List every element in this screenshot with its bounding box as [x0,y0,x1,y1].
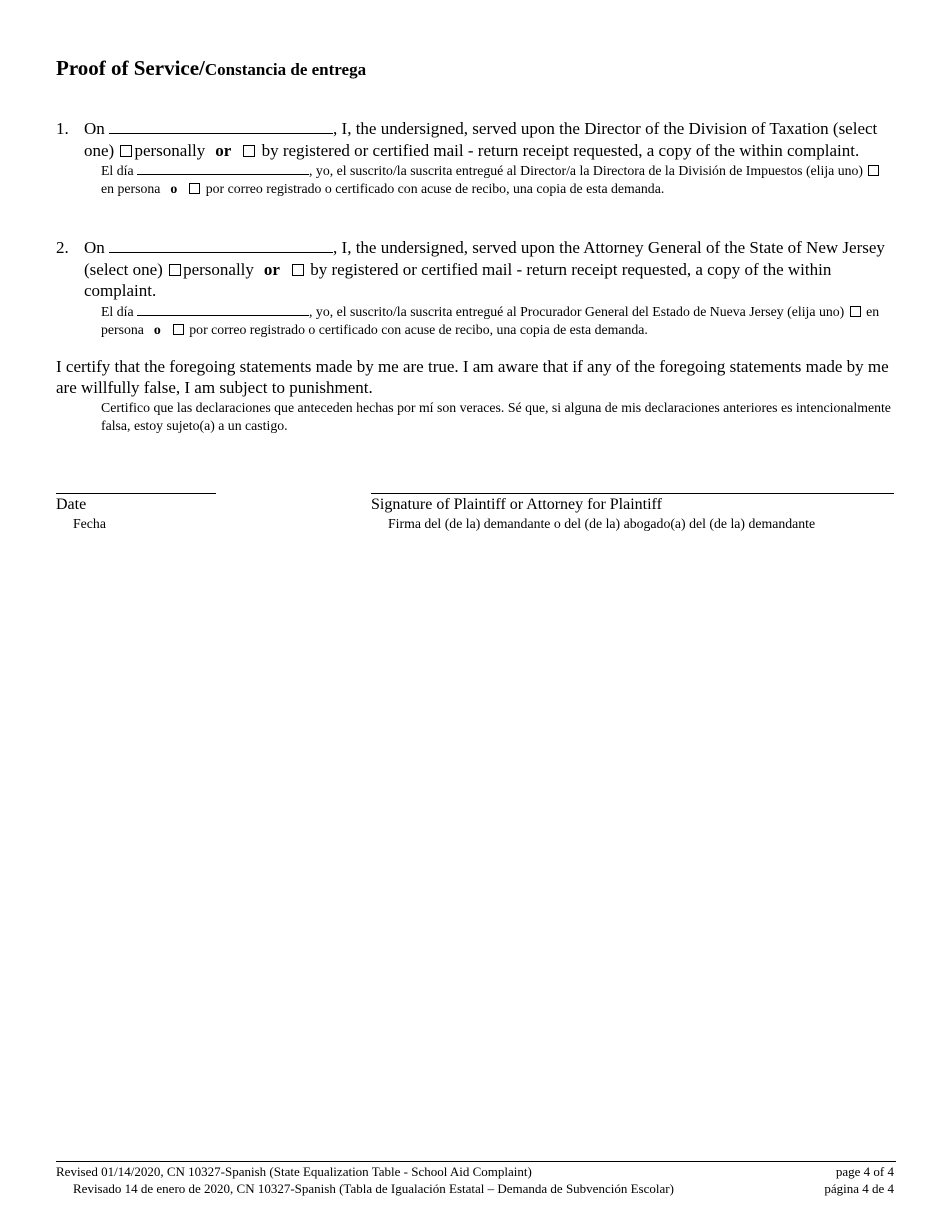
date-label: Date [56,496,87,513]
en-persona-label: en persona [101,181,161,196]
service-date-field[interactable] [109,238,333,253]
mail-checkbox[interactable] [243,145,255,157]
footer-page-spanish: página 4 de 4 [824,1181,894,1196]
page-title [56,56,366,81]
service-date-field[interactable] [109,119,333,134]
signature-label: Signature of Plaintiff or Attorney for Plaintiff [371,496,662,513]
o-label: o [153,321,161,337]
personally-checkbox[interactable] [120,145,132,157]
por-correo-checkbox[interactable] [173,324,184,335]
service-item-2 [56,237,892,339]
on-label: On [84,238,105,257]
en-persona-label: en persona [101,303,880,337]
firma-label: Firma del (de la) demandante o del (de la) abogado(a) del (de la) demandante [388,516,816,531]
footer-revised-english: Revised 01/14/2020, CN 10327-Spanish (State Equalization Table - School Aid Complaint) [56,1164,532,1179]
footer-page-english: page 4 of 4 [835,1164,894,1179]
dia-label: El día [101,303,134,319]
served-attorney-general-text: , I, the undersigned, served upon the Attorney General of the State of New Jersey (select one) [84,238,885,279]
footer-revised-spanish: Revisado 14 de enero de 2020, CN 10327-Spanish (Tabla de Igualación Estatal – Demanda de Subvención Escolar) [73,1181,674,1196]
footer-divider [56,1161,896,1162]
item-english-text [84,237,892,302]
entregue-director-text: , yo, el suscrito/la suscrita entregué al Director/a la Directora de la División de Impuestos (elija uno) [309,163,864,178]
por-correo-label: por correo registrado o certificado con acuse de recibo, una copia de esta demanda. [205,181,665,196]
item-spanish-text [101,162,892,198]
personally-label: personally [134,140,206,160]
certification-english: I certify that the foregoing statements made by me are true. I am aware that if any of the foregoing statements made by me are willfully false, I am subject to punishment. [56,357,889,397]
item-english-text [84,118,892,161]
mail-checkbox[interactable] [292,264,304,276]
personally-checkbox[interactable] [169,264,181,276]
or-label: or [263,259,280,279]
fecha-entrega-field[interactable] [137,163,309,175]
item-spanish-text [101,303,892,339]
fecha-label: Fecha [73,516,106,531]
mail-label: by registered or certified mail - return receipt requested, a copy of the within complaint. [84,259,832,300]
service-item-1 [56,118,892,198]
dia-label: El día [101,163,134,178]
entregue-procurador-text: , yo, el suscrito/la suscrita entregué al Procurador General del Estado de Nueva Jersey (elija uno) [309,303,845,319]
title-english: Proof of Service/ [56,56,205,80]
title-spanish: Constancia de entrega [204,60,367,79]
fecha-entrega-field[interactable] [137,304,309,316]
en-persona-checkbox[interactable] [868,165,879,176]
on-label: On [84,119,105,138]
date-signature-line[interactable] [56,493,216,494]
item-number: 1. [56,119,69,138]
certification-spanish: Certifico que las declaraciones que anteceden hechas por mí son veraces. Sé que, si alguna de mis declaraciones anteriores es intencionalmente falsa, estoy sujeto(a) a un castigo. [101,400,891,433]
served-director-text: , I, the undersigned, served upon the Director of the Division of Taxation (select one) [84,119,878,160]
item-number: 2. [56,238,69,257]
mail-label: by registered or certified mail - return receipt requested, a copy of the within complaint. [261,140,860,160]
personally-label: personally [183,259,254,279]
or-label: or [215,140,232,160]
en-persona-checkbox[interactable] [850,306,861,317]
por-correo-checkbox[interactable] [189,183,200,194]
certification-block [56,356,892,435]
signature-line[interactable] [371,493,894,494]
por-correo-label: por correo registrado o certificado con acuse de recibo, una copia de esta demanda. [189,321,648,337]
o-label: o [170,181,178,196]
